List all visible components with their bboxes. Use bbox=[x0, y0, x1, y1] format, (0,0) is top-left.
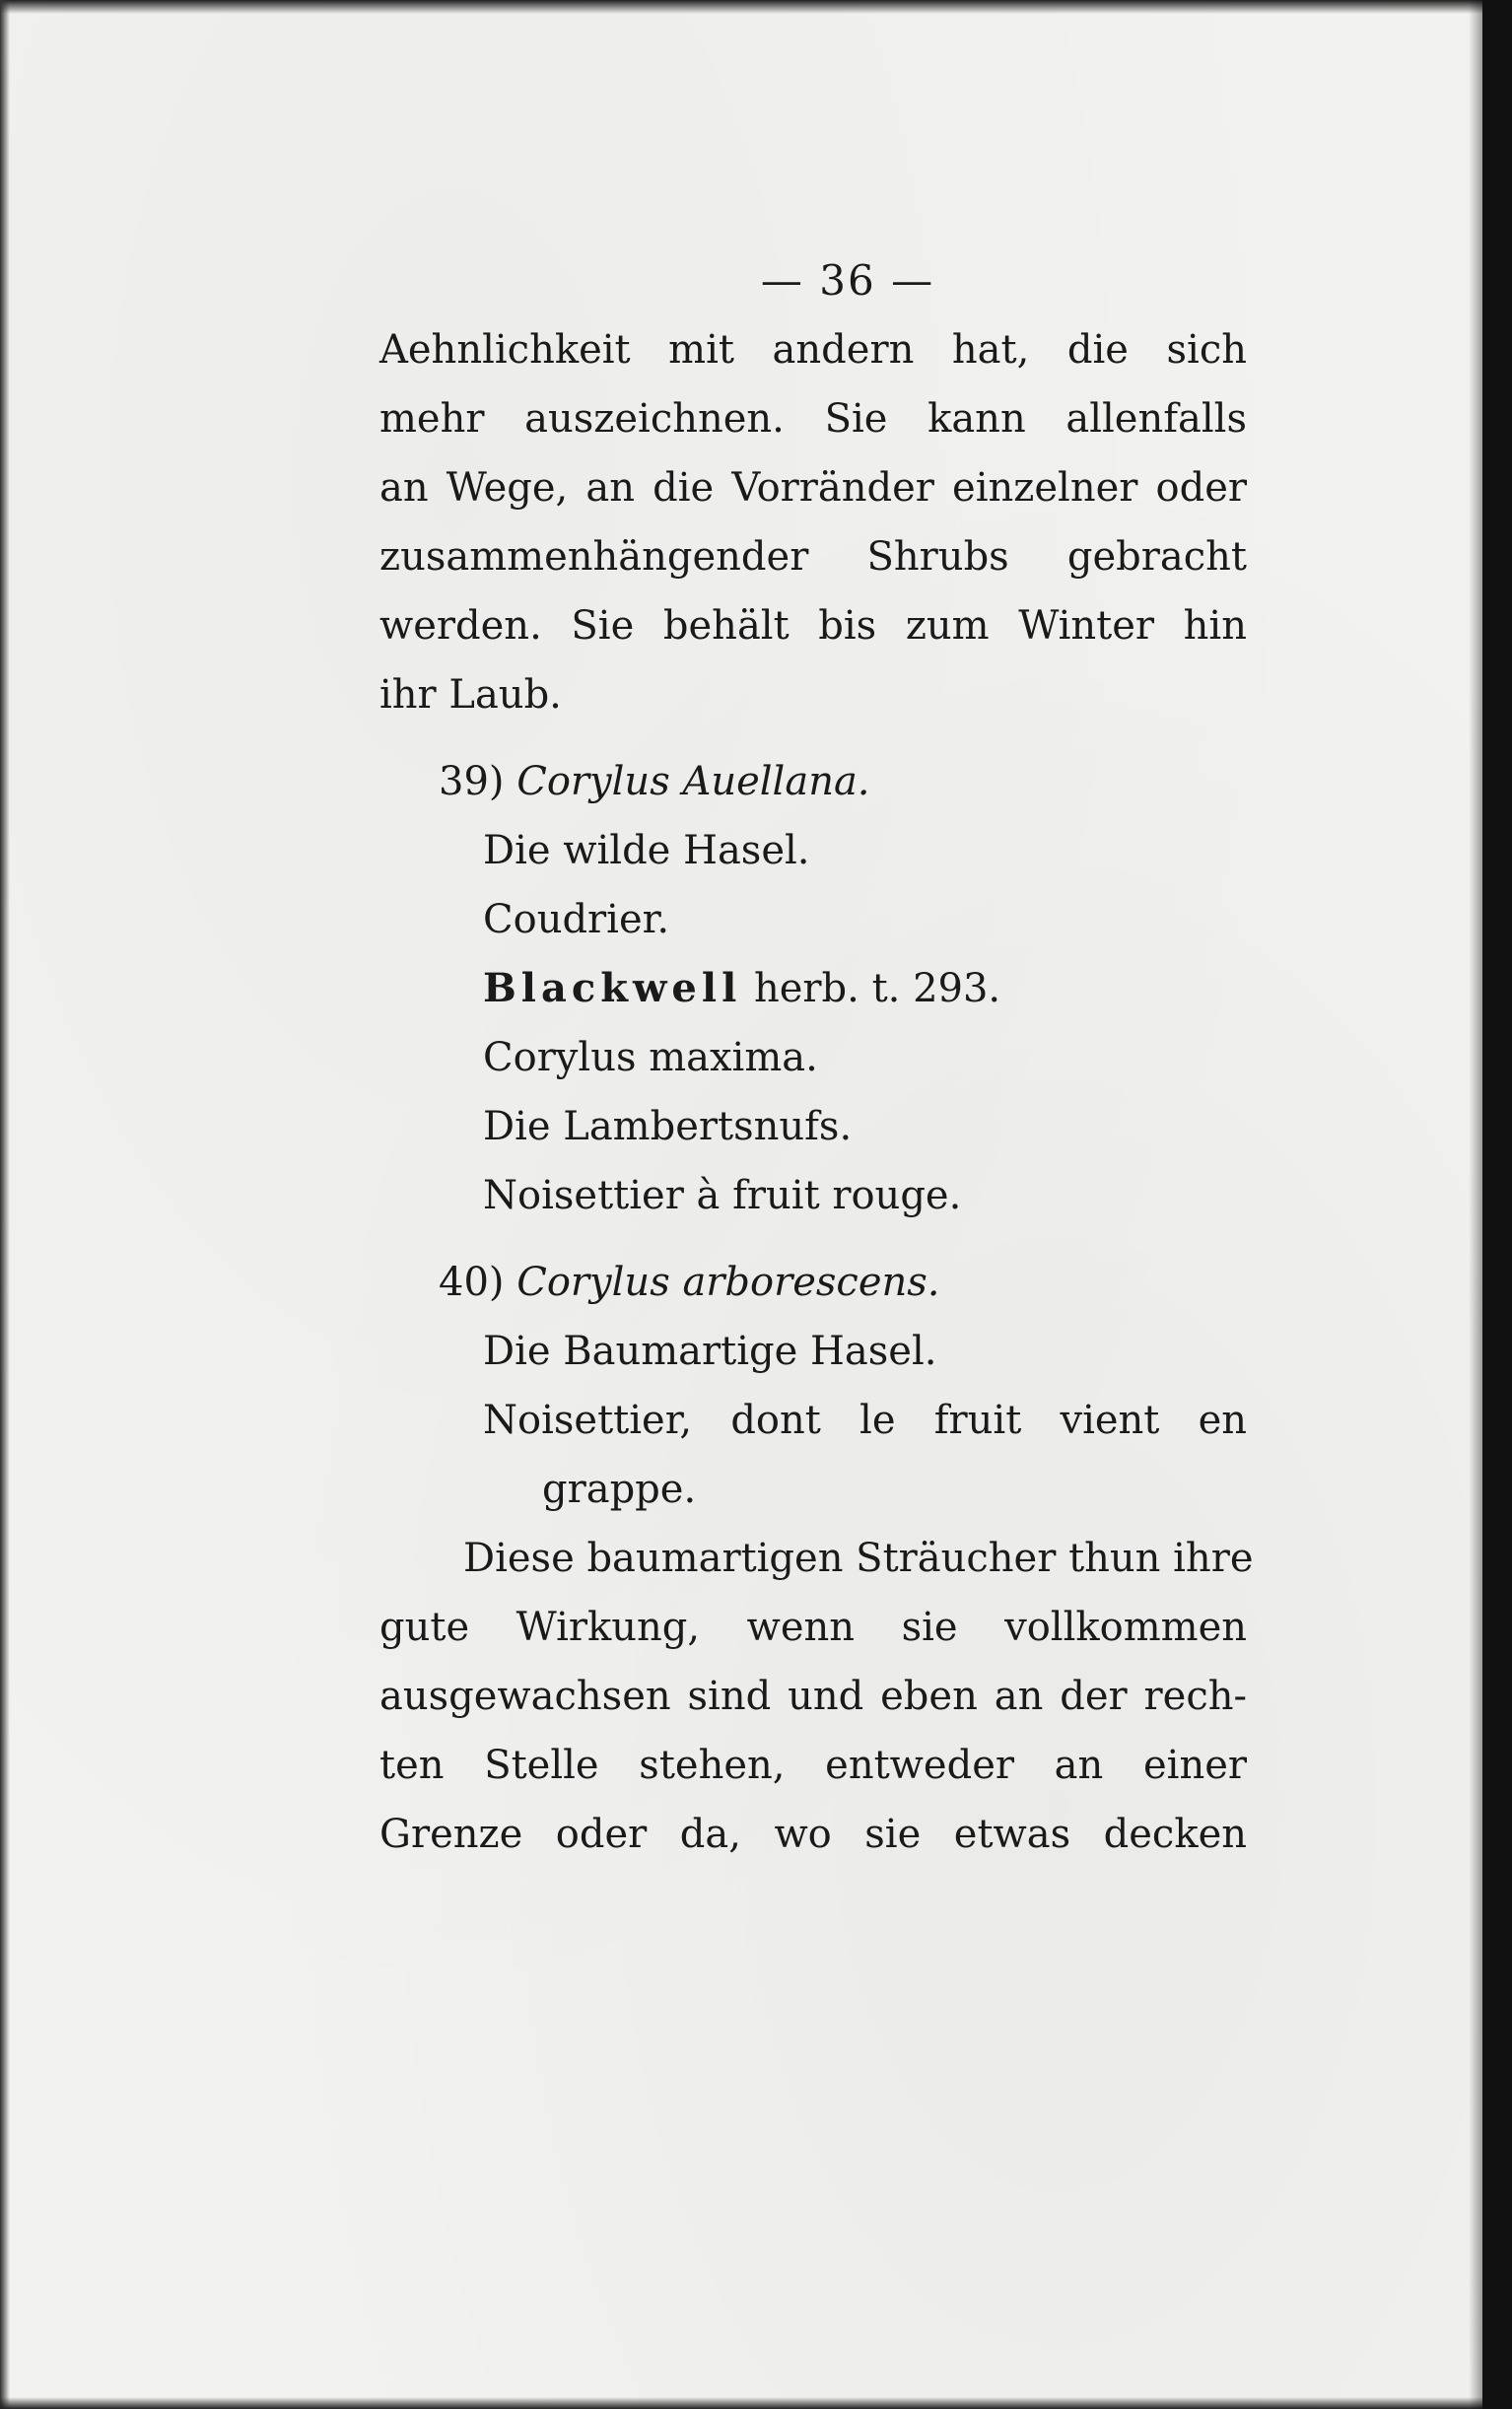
entry-latin-name: Corylus Auellana. bbox=[516, 759, 870, 804]
synonym-line: grappe. bbox=[542, 1467, 697, 1512]
scan-edge-bottom bbox=[0, 2397, 1512, 2409]
synonym-line: Corylus maxima. bbox=[483, 1035, 818, 1080]
synonym-line: Coudrier. bbox=[483, 897, 670, 942]
synonym-line: Die Lambertsnufs. bbox=[483, 1104, 853, 1149]
entry-heading bbox=[439, 747, 1247, 816]
synonym-line: Noisettier, dont le fruit vient en bbox=[483, 1398, 1247, 1443]
scan-edge-top bbox=[0, 0, 1512, 14]
text-line: werden. Sie behält bis zum Winter hin bbox=[379, 603, 1247, 649]
text-line: ten Stelle stehen, entweder an einer bbox=[379, 1743, 1247, 1788]
text-line: ihr Laub. bbox=[379, 672, 562, 718]
page-number: — 36 — bbox=[760, 256, 935, 305]
text-line: Grenze oder da, wo sie etwas decken bbox=[379, 1812, 1247, 1857]
text-line: Diese baumartigen Sträucher thun ihre bbox=[463, 1536, 1254, 1581]
entry-number: 39) bbox=[439, 759, 505, 804]
entry-heading bbox=[439, 1248, 1247, 1317]
entry-number: 40) bbox=[439, 1260, 505, 1305]
entry-40 bbox=[379, 1248, 1247, 1524]
scan-shadow-right bbox=[1469, 0, 1482, 2409]
scan-edge-left bbox=[0, 0, 10, 2409]
entry-latin-name: Corylus arborescens. bbox=[516, 1260, 940, 1305]
synonym-line: Die wilde Hasel. bbox=[483, 828, 810, 873]
text-line: an Wege, an die Vorränder einzelner oder bbox=[379, 465, 1247, 511]
paragraph bbox=[379, 1524, 1254, 1869]
reference-line bbox=[483, 954, 1247, 1023]
paragraph-continued bbox=[379, 315, 1247, 729]
reference-detail: herb. t. 293. bbox=[753, 966, 1001, 1011]
scan-edge-right bbox=[1482, 0, 1512, 2409]
entry-39 bbox=[379, 747, 1247, 1230]
synonym-line: Noisettier à fruit rouge. bbox=[483, 1173, 962, 1218]
text-line: zusammenhängender Shrubs gebracht bbox=[379, 534, 1247, 580]
text-line: ausgewachsen sind und eben an der rech- bbox=[379, 1674, 1247, 1719]
reference-author: Blackwell bbox=[483, 965, 742, 1011]
text-line: mehr auszeichnen. Sie kann allenfalls bbox=[379, 396, 1247, 442]
page-text bbox=[379, 246, 1254, 1869]
text-line: Aehnlichkeit mit andern hat, die sich bbox=[379, 327, 1247, 373]
text-line: gute Wirkung, wenn sie vollkommen bbox=[379, 1605, 1247, 1650]
synonym-line: Die Baumartige Hasel. bbox=[483, 1329, 937, 1374]
